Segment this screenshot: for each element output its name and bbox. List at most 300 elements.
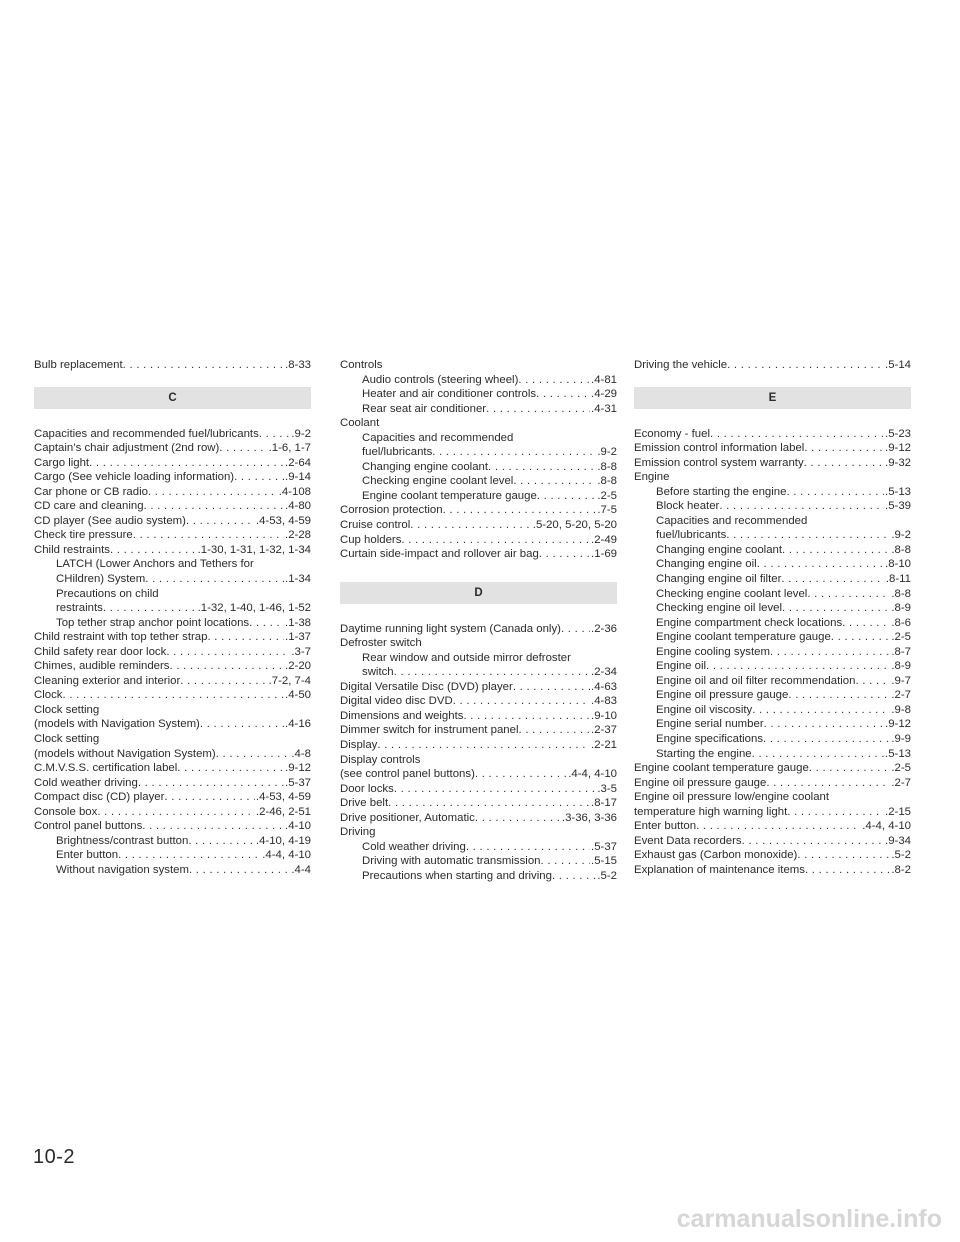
index-entry — [340, 854, 617, 869]
dot-leader — [148, 485, 278, 500]
index-entry-term: Cold weather driving — [362, 840, 466, 853]
index-entry-term: Starting the engine — [656, 747, 752, 760]
index-entry — [340, 796, 617, 811]
dot-leader — [394, 665, 590, 680]
index-entry-pages: .5-23 — [885, 427, 911, 440]
dot-leader — [752, 703, 890, 718]
index-column-2 — [340, 358, 617, 884]
index-entry-term: Corrosion protection — [340, 504, 443, 517]
index-entry-term: Event Data recorders — [634, 834, 742, 847]
index-entry-pages: .2-20 — [285, 660, 311, 673]
index-entry — [634, 441, 911, 456]
index-entry — [34, 485, 311, 500]
index-entry-term: Explanation of maintenance items — [634, 863, 805, 876]
dot-leader — [486, 402, 590, 417]
index-entry-term: Console box — [34, 805, 98, 818]
index-entry-pages: .4-10, 4-19 — [255, 834, 311, 847]
index-entry — [34, 834, 311, 849]
index-entry-term: Engine — [634, 471, 670, 484]
index-entry — [34, 645, 311, 660]
index-entry — [340, 811, 617, 826]
index-entry-pages: .1-37 — [285, 631, 311, 644]
dot-leader — [804, 456, 884, 471]
index-entry — [34, 543, 311, 558]
dot-leader — [782, 543, 890, 558]
index-entry — [34, 616, 311, 631]
index-entry — [34, 456, 311, 471]
index-entry-term: CHildren) System — [56, 573, 146, 586]
dot-leader — [763, 732, 890, 747]
index-entry — [634, 470, 911, 485]
index-entry-term: LATCH (Lower Anchors and Tethers for — [56, 558, 254, 571]
dot-leader — [186, 514, 255, 529]
dot-leader — [410, 518, 532, 533]
index-entry-term: Controls — [340, 359, 383, 371]
index-entry-term: Emission control system warranty — [634, 456, 804, 469]
dot-leader — [432, 445, 596, 460]
dot-leader — [787, 805, 884, 820]
index-entry-pages: .5-37 — [285, 776, 311, 789]
index-entry-pages: .4-16 — [285, 718, 311, 731]
index-entry-term: fuel/lubricants — [656, 529, 727, 542]
dot-leader — [103, 601, 197, 616]
dot-leader — [855, 674, 890, 689]
index-entry — [634, 572, 911, 587]
index-entry-term: Cargo (See vehicle loading information) — [34, 471, 235, 484]
index-entry-pages: .4-53, 4-59 — [255, 514, 311, 527]
dot-leader — [541, 854, 591, 869]
index-entry-term: Defroster switch — [340, 637, 422, 650]
index-entry-pages: .2-5 — [891, 631, 911, 644]
dot-leader — [786, 485, 884, 500]
index-entry-pages: .2-5 — [891, 762, 911, 775]
dot-leader — [189, 863, 290, 878]
dot-leader — [696, 819, 861, 834]
index-entry-pages: .5-20, 5-20, 5-20 — [532, 519, 617, 532]
dot-leader — [377, 738, 590, 753]
index-entry-term: Top tether strap anchor point locations — [56, 616, 250, 629]
dot-leader — [561, 622, 590, 637]
index-entry-pages: .9-34 — [885, 834, 911, 847]
index-entry-term: Drive positioner, Automatic — [340, 811, 475, 824]
index-entry — [634, 674, 911, 689]
index-entry-pages: .4-53, 4-59 — [255, 791, 311, 804]
index-entry-term: Clock setting — [34, 733, 100, 746]
index-entry-pages: .5-15 — [591, 855, 617, 868]
index-entry — [34, 674, 311, 689]
dot-leader — [394, 782, 597, 797]
index-entry-term: fuel/lubricants — [362, 446, 433, 459]
index-entry-term: Changing engine coolant — [656, 543, 783, 556]
dot-leader — [727, 358, 884, 373]
index-entry — [34, 717, 311, 732]
index-entry-term: Engine specifications — [656, 733, 764, 746]
index-entry-pages: .4-81 — [591, 373, 617, 386]
index-entry — [634, 543, 911, 558]
index-entry — [340, 665, 617, 680]
dot-leader — [519, 723, 591, 738]
index-entry — [34, 601, 311, 616]
index-entry-pages: .3-36, 3-36 — [561, 811, 617, 824]
dot-leader — [782, 601, 890, 616]
index-entry — [340, 402, 617, 417]
section-header: C — [34, 387, 311, 409]
dot-leader — [177, 761, 284, 776]
index-entry-term: Enter button — [634, 820, 697, 833]
index-entry-term: Check tire pressure — [34, 529, 133, 542]
index-entry — [634, 688, 911, 703]
index-entry-term: Engine oil pressure gauge — [656, 689, 789, 702]
index-entry — [340, 753, 617, 768]
index-entry-term: Rear window and outside mirror defroster — [362, 651, 571, 664]
dot-leader — [488, 460, 596, 475]
dot-leader — [443, 503, 597, 518]
index-entry — [340, 445, 617, 460]
dot-leader — [207, 630, 284, 645]
index-entry — [634, 761, 911, 776]
index-entry-term: switch — [362, 666, 394, 679]
dot-leader — [764, 717, 884, 732]
index-entry-term: Block heater — [656, 500, 720, 513]
dot-leader — [463, 709, 590, 724]
index-entry-pages: .8-33 — [285, 359, 311, 371]
dot-leader — [513, 680, 590, 695]
index-entry-term: Brightness/contrast button — [56, 834, 189, 847]
index-entry — [34, 514, 311, 529]
index-entry-pages: .2-21 — [591, 739, 617, 752]
index-entry — [340, 489, 617, 504]
index-entry-term: Exhaust gas (Carbon monoxide) — [634, 849, 798, 862]
index-entry-pages: .1-38 — [285, 616, 311, 629]
index-entry-pages: .8-8 — [597, 460, 617, 473]
index-entry — [634, 485, 911, 500]
index-entry — [634, 732, 911, 747]
index-entry — [634, 499, 911, 514]
index-entry-pages: .5-2 — [891, 849, 911, 862]
watermark: carmanualsonline.info — [676, 1205, 942, 1233]
index-entry — [34, 441, 311, 456]
dot-leader — [188, 834, 255, 849]
index-entry — [634, 630, 911, 645]
dot-leader — [118, 848, 261, 863]
index-column-1 — [34, 358, 311, 878]
index-entry-term: (see control panel buttons) — [340, 768, 475, 781]
dot-leader — [259, 427, 291, 442]
index-entry — [340, 503, 617, 518]
index-entry — [634, 805, 911, 820]
dot-leader — [123, 358, 284, 373]
index-entry — [34, 747, 311, 762]
index-entry — [340, 373, 617, 388]
dot-leader — [807, 587, 890, 602]
index-entry — [340, 387, 617, 402]
index-entry-pages: .4-8 — [291, 747, 311, 760]
dot-leader — [719, 499, 884, 514]
index-entry-term: Chimes, audible reminders — [34, 660, 170, 673]
index-entry-pages: .9-7 — [891, 674, 911, 687]
dot-leader — [142, 819, 284, 834]
dot-leader — [770, 645, 890, 660]
dot-leader — [216, 747, 291, 762]
index-entry — [634, 776, 911, 791]
index-entry-term: (models without Navigation System) — [34, 747, 216, 760]
index-entry-term: Cold weather driving — [34, 776, 138, 789]
index-entry — [34, 427, 311, 442]
index-entry-pages: .4-4, 4-10 — [568, 768, 617, 781]
dot-leader — [842, 616, 890, 631]
index-entry — [34, 587, 311, 602]
index-entry-term: Digital Versatile Disc (DVD) player — [340, 680, 513, 693]
index-entry-term: Engine coolant temperature gauge — [656, 631, 831, 644]
dot-leader — [97, 805, 255, 820]
index-entry-term: Precautions on child — [56, 587, 159, 600]
index-entry-pages: .4-4, 4-10 — [862, 820, 911, 833]
index-entry-pages: .2-7 — [891, 689, 911, 702]
index-entry-pages: .8-8 — [597, 475, 617, 488]
index-entry-term: Without navigation system — [56, 863, 189, 876]
index-entry — [634, 587, 911, 602]
index-entry-pages: .9-2 — [597, 446, 617, 459]
index-entry-pages: .4-10 — [285, 820, 311, 833]
index-entry — [340, 694, 617, 709]
index-entry-term: Changing engine oil filter — [656, 573, 782, 586]
index-entry-pages: .9-10 — [591, 709, 617, 722]
index-entry — [340, 825, 617, 840]
index-entry — [340, 709, 617, 724]
index-entry — [34, 470, 311, 485]
index-entry-term: Cargo light — [34, 456, 90, 469]
index-entry-term: CD care and cleaning — [34, 500, 144, 513]
index-entry — [34, 659, 311, 674]
index-entry-pages: .5-37 — [591, 840, 617, 853]
index-entry-pages: .8-10 — [885, 558, 911, 571]
dot-leader — [164, 790, 255, 805]
index-entry-term: Bulb replacement — [34, 359, 123, 371]
index-entry-pages: .9-8 — [891, 703, 911, 716]
index-entry-pages: .2-34 — [591, 666, 617, 679]
index-entry-term: Daytime running light system (Canada only) — [340, 622, 561, 635]
index-entry-pages: .9-2 — [891, 529, 911, 542]
dot-leader — [518, 373, 590, 388]
index-entry-term: Clock setting — [34, 703, 100, 716]
dot-leader — [166, 645, 290, 660]
index-entry-term: Engine serial number — [656, 718, 764, 731]
index-entry — [340, 474, 617, 489]
index-entry-term: Cup holders — [340, 533, 402, 546]
index-column-3 — [634, 358, 911, 878]
dot-leader — [234, 470, 284, 485]
index-entry-term: Display — [340, 739, 378, 752]
index-entry-term: Car phone or CB radio — [34, 485, 148, 498]
index-entry-term: Coolant — [340, 417, 380, 430]
index-entry — [340, 416, 617, 431]
index-entry — [34, 732, 311, 747]
index-entry-term: Capacities and recommended — [656, 514, 808, 527]
index-entry-pages: .4-4 — [291, 863, 311, 876]
index-entry — [34, 572, 311, 587]
index-entry-pages: .7-2, 7-4 — [268, 674, 311, 687]
dot-leader — [388, 796, 590, 811]
index-entry — [340, 738, 617, 753]
index-entry-term: Heater and air conditioner controls — [362, 388, 537, 401]
index-entry — [34, 358, 311, 373]
index-entry-term: Emission control information label — [634, 442, 805, 455]
dot-leader — [200, 717, 284, 732]
index-entry — [340, 622, 617, 637]
index-entry-term: Enter button — [56, 849, 119, 862]
index-entry — [34, 761, 311, 776]
index-entry — [340, 518, 617, 533]
page-number: 10-2 — [33, 1146, 76, 1168]
index-entry-pages: .1-69 — [591, 548, 617, 561]
index-entry — [340, 431, 617, 446]
index-entry-term: Engine coolant temperature gauge — [362, 489, 537, 502]
index-entry — [634, 645, 911, 660]
index-entry-pages: .8-11 — [885, 573, 911, 586]
index-entry-pages: .9-12 — [885, 718, 911, 731]
index-entry — [34, 776, 311, 791]
index-entry — [34, 703, 311, 718]
index-entry-pages: .5-2 — [597, 869, 617, 882]
index-entry — [634, 819, 911, 834]
index-entry-pages: .4-4, 4-10 — [262, 849, 311, 862]
dot-leader — [831, 630, 891, 645]
index-entry-pages: .5-13 — [885, 747, 911, 760]
index-entry — [634, 358, 911, 373]
index-entry — [340, 723, 617, 738]
index-entry-term: Economy - fuel — [634, 427, 710, 440]
dot-leader — [797, 848, 890, 863]
index-entry-pages: .8-7 — [891, 645, 911, 658]
index-entry-pages: .1-6, 1-7 — [268, 442, 311, 455]
index-entry-term: Digital video disc DVD — [340, 695, 453, 708]
index-entry-term: Engine coolant temperature gauge — [634, 762, 809, 775]
dot-leader — [513, 474, 596, 489]
index-entry — [634, 790, 911, 805]
index-entry — [34, 819, 311, 834]
index-entry-pages: .4-29 — [591, 388, 617, 401]
index-entry — [34, 863, 311, 878]
index-entry-term: Compact disc (CD) player — [34, 791, 165, 804]
index-entry — [34, 528, 311, 543]
index-entry — [634, 863, 911, 878]
index-entry-pages: .9-2 — [291, 427, 311, 440]
index-entry-pages: .2-37 — [591, 724, 617, 737]
index-entry — [634, 717, 911, 732]
index-entry-pages: .8-6 — [891, 616, 911, 629]
index-entry — [634, 703, 911, 718]
index-entry — [340, 782, 617, 797]
index-entry-pages: .2-28 — [285, 529, 311, 542]
index-entry-term: Driving — [340, 826, 376, 839]
index-entry-term: Engine cooling system — [656, 645, 770, 658]
index-entry-pages: .9-32 — [885, 456, 911, 469]
index-entry — [340, 651, 617, 666]
index-entry-term: Dimmer switch for instrument panel — [340, 724, 519, 737]
index-entry-term: Curtain side-impact and rollover air bag — [340, 548, 539, 561]
index-entry — [340, 460, 617, 475]
index-entry-term: Changing engine oil — [656, 558, 757, 571]
index-entry — [634, 616, 911, 631]
index-entry-pages: .2-46, 2-51 — [255, 805, 311, 818]
index-entry-pages: .5-13 — [885, 485, 911, 498]
index-entry-pages: .2-5 — [597, 489, 617, 502]
dot-leader — [537, 489, 597, 504]
dot-leader — [453, 694, 590, 709]
index-entry-pages: .1-30, 1-31, 1-32, 1-34 — [197, 543, 311, 556]
dot-leader — [742, 834, 884, 849]
index-entry-term: Captain’s chair adjustment (2nd row) — [34, 442, 220, 455]
dot-leader — [89, 456, 284, 471]
index-entry-pages: .9-9 — [891, 733, 911, 746]
index-entry-term: Precautions when starting and driving — [362, 869, 552, 882]
index-entry-pages: .5-14 — [885, 359, 911, 371]
index-entry-term: Child restraint with top tether strap — [34, 631, 208, 644]
dot-leader — [401, 533, 590, 548]
index-entry-term: CD player (See audio system) — [34, 514, 186, 527]
index-entry-term: C.M.V.S.S. certification label — [34, 762, 178, 775]
index-entry-pages: .2-64 — [285, 456, 311, 469]
index-entry-term: Engine oil pressure gauge — [634, 776, 767, 789]
spacer — [340, 562, 617, 568]
dot-leader — [145, 572, 284, 587]
index-entry-term: (models with Navigation System) — [34, 718, 200, 731]
index-entry-term: Control panel buttons — [34, 820, 143, 833]
index-entry-term: Cleaning exterior and interior — [34, 674, 181, 687]
dot-leader — [710, 427, 884, 442]
index-entry-pages: .9-12 — [885, 442, 911, 455]
dot-leader — [133, 528, 284, 543]
index-entry — [634, 427, 911, 442]
dot-leader — [781, 572, 884, 587]
index-entry — [634, 514, 911, 529]
index-entry-pages: .4-108 — [278, 485, 311, 498]
index-entry-term: Dimensions and weights — [340, 709, 464, 722]
index-entry — [634, 528, 911, 543]
index-entry-term: Child safety rear door lock — [34, 645, 167, 658]
dot-leader — [219, 441, 267, 456]
index-entry-pages: .8-9 — [891, 602, 911, 615]
dot-leader — [475, 767, 567, 782]
index-entry — [340, 533, 617, 548]
dot-leader — [475, 811, 561, 826]
index-entry-pages: .4-31 — [591, 402, 617, 415]
index-entry-pages: .4-63 — [591, 680, 617, 693]
index-entry — [634, 747, 911, 762]
index-entry-term: Capacities and recommended — [362, 431, 514, 444]
index-entry-term: Engine oil and oil filter recommendation — [656, 674, 856, 687]
index-entry-term: Capacities and recommended fuel/lubricants — [34, 427, 259, 440]
dot-leader — [466, 840, 590, 855]
index-entry-term: Driving with automatic transmission — [362, 855, 541, 868]
index-entry-pages: .3-7 — [291, 645, 311, 658]
dot-leader — [726, 528, 890, 543]
index-entry-term: Engine oil pressure low/engine coolant — [634, 791, 830, 804]
index-entry-term: Clock — [34, 689, 63, 702]
dot-leader — [249, 616, 284, 631]
dot-leader — [752, 747, 884, 762]
dot-leader — [805, 863, 890, 878]
dot-leader — [809, 761, 891, 776]
index-entry-pages: .4-80 — [285, 500, 311, 513]
index-entry-pages: .8-17 — [591, 797, 617, 810]
section-header: D — [340, 582, 617, 604]
dot-leader — [539, 547, 590, 562]
index-entry-term: Rear seat air conditioner — [362, 402, 487, 415]
index-entry-term: Checking engine coolant level — [362, 475, 514, 488]
index-entry — [34, 790, 311, 805]
index-entry — [340, 869, 617, 884]
